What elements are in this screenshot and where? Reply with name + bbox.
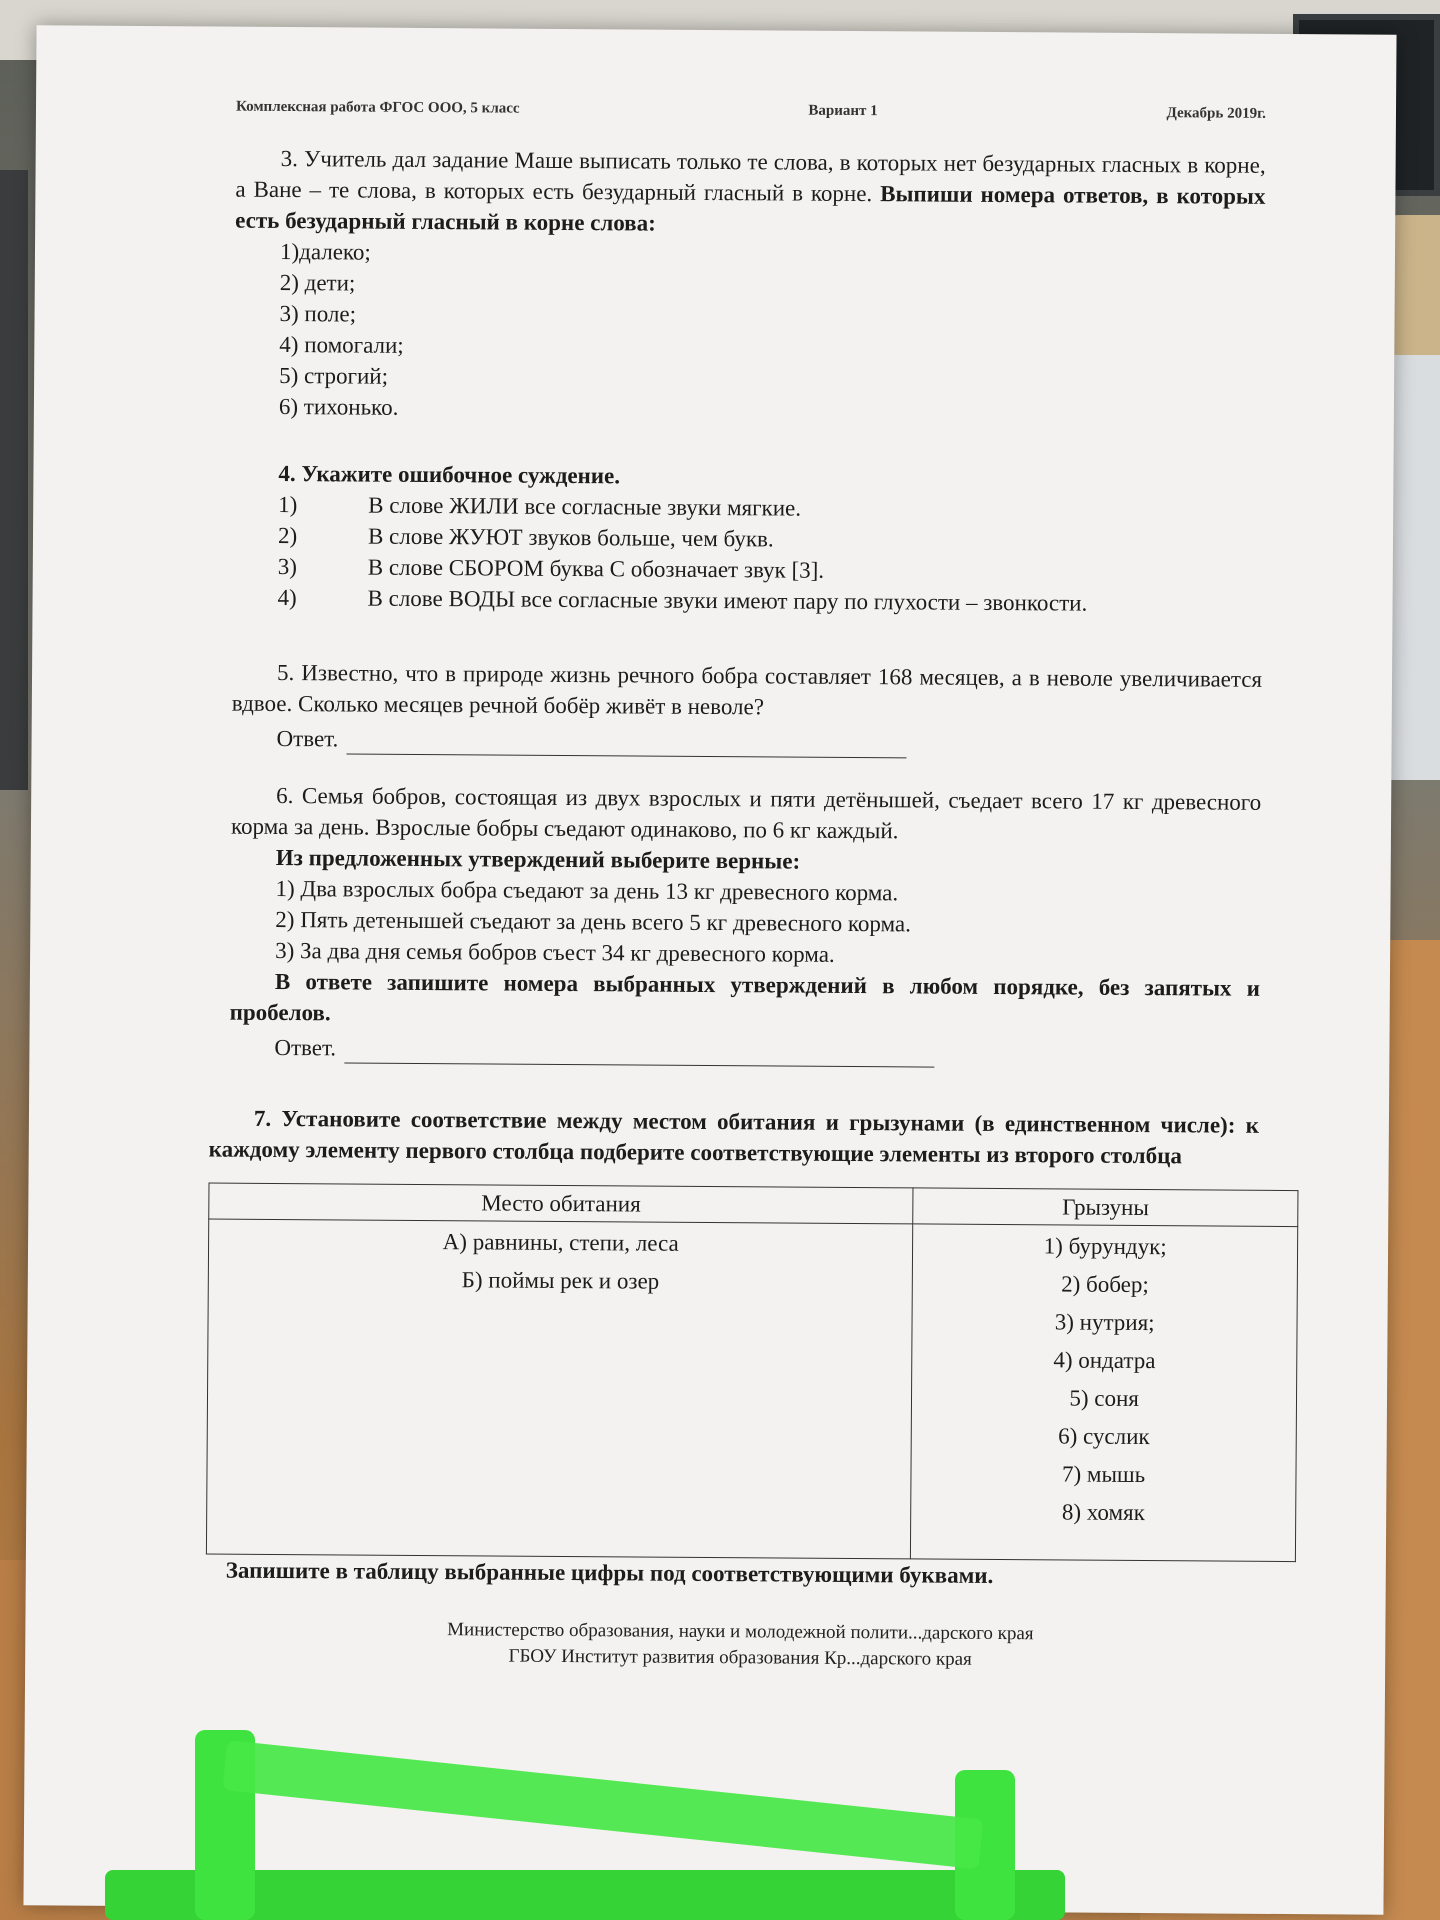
task-5-answer <box>231 723 1261 761</box>
task-3-options <box>234 236 1265 429</box>
task-3-option: 2) дети; <box>279 269 356 296</box>
task-6-options <box>230 873 1261 973</box>
task-4-option-num: 3) <box>277 553 298 580</box>
header-right: Декабрь 2019г. <box>1166 105 1267 122</box>
task-7-text: 7. Установите соответствие между местом обитания и грызунами (в единственном числе): к каждому элементу первого столбца подберите соответствующие элементы из второго столбца <box>208 1105 1260 1169</box>
task-6-answer-label: Ответ. <box>274 1034 337 1061</box>
rodents-column <box>911 1224 1298 1562</box>
table-header-rodents: Грызуны <box>913 1188 1298 1227</box>
rodent-item: 3) нутрия; <box>1054 1309 1155 1336</box>
page-footer <box>225 1616 1255 1675</box>
task-5-answer-label: Ответ. <box>276 725 339 752</box>
task-3-option: 1)далеко; <box>279 238 371 265</box>
task-6-option: 3) За два дня семья бобров съест 34 кг древесного корма. <box>275 937 835 967</box>
footer-line-2: ГБОУ Институт развития образования Кр...дарского края <box>508 1645 972 1670</box>
task-4 <box>232 458 1263 620</box>
rodent-item: 5) соня <box>1069 1385 1140 1412</box>
task-5-text: 5. Известно, что в природе жизнь речного бобра составляет 168 месяцев, а в неволе увеличивается вдвое. Сколько месяцев речной бобёр живёт в неволе? <box>231 659 1263 720</box>
task-5 <box>231 657 1262 761</box>
table-row <box>206 1219 1297 1562</box>
task-3-option: 4) помогали; <box>279 331 404 358</box>
table-header-habitat: Место обитания <box>209 1183 914 1224</box>
habitat-column <box>206 1219 913 1559</box>
task-4-title: 4. Укажите ошибочное суждение. <box>278 460 621 489</box>
task-3-text: 3. Учитель дал задание Маше выписать только те слова, в которых нет безударных гласных в корне, а Ване – те слова, в которых есть безударный гласный в корне. <box>235 145 1266 207</box>
task-6 <box>229 780 1261 1070</box>
header-center: Вариант 1 <box>808 102 878 120</box>
task-7-instruction: Запишите в таблицу выбранные цифры под соответствующими буквами. <box>225 1557 994 1588</box>
task-4-option-num: 2) <box>277 522 298 549</box>
rodent-item: 7) мышь <box>1061 1461 1146 1488</box>
task-3-option: 6) тихонько. <box>278 393 399 420</box>
habitat-item: А) равнины, степи, леса <box>442 1229 679 1256</box>
rodent-item: 4) ондатра <box>1053 1347 1156 1374</box>
task-6-text: 6. Семья бобров, состоящая из двух взрослых и пяти детёнышей, съедает всего 17 кг древесного корма за день. Взрослые бобры съедают одинаково, по 6 кг каждый. <box>230 782 1262 844</box>
header-left: Комплексная работа ФГОС ООО, 5 класс <box>235 98 520 117</box>
task-5-answer-field[interactable] <box>346 731 906 758</box>
task-4-option-num: 4) <box>277 584 297 611</box>
paper-sheet <box>23 25 1396 1914</box>
task-4-option-text: В слове ЖУЮТ звуков больше, чем букв. <box>367 523 774 552</box>
task-6-option: 2) Пять детенышей съедают за день всего 5 кг древесного корма. <box>275 906 912 937</box>
rodent-item: 2) бобер; <box>1061 1271 1149 1298</box>
rodent-item: 8) хомяк <box>1061 1499 1145 1526</box>
task-3-option: 5) строгий; <box>279 362 389 389</box>
task-7 <box>208 1103 1260 1593</box>
task-4-option-text: В слове ВОДЫ все согласные звуки имеют пару по глухости – звонкости. <box>367 585 1088 616</box>
page-header <box>236 92 1266 130</box>
task-6-option: 1) Два взрослых бобра съедают за день 13 кг древесного корма. <box>275 875 899 906</box>
task-4-option <box>277 582 1262 620</box>
task-3 <box>234 143 1266 429</box>
rodent-item: 6) суслик <box>1058 1423 1150 1450</box>
rodent-item: 1) бурундук; <box>1043 1233 1167 1260</box>
task-6-instruction: В ответе запишите номера выбранных утверждений в любом порядке, без запятых и пробелов. <box>229 968 1260 1026</box>
task-6-answer-field[interactable] <box>344 1040 934 1067</box>
background-person-left <box>0 170 28 790</box>
task-3-instruction: Выпиши номера ответов, в которых есть безударный гласный в корне слова: <box>235 181 1266 236</box>
green-paper-stand <box>195 1730 1015 1920</box>
stand-diagonal <box>222 1740 983 1869</box>
matching-table <box>206 1183 1299 1563</box>
task-4-option-num: 1) <box>278 491 298 518</box>
footer-line-1: Министерство образования, науки и молодежной полити...дарского края <box>447 1619 1034 1645</box>
habitat-item: Б) поймы рек и озер <box>461 1267 660 1294</box>
task-6-answer <box>229 1032 1259 1070</box>
task-4-option-text: В слове ЖИЛИ все согласные звуки мягкие. <box>368 492 802 521</box>
task-6-prompt: Из предложенных утверждений выберите верные: <box>275 844 801 874</box>
task-3-option: 3) поле; <box>279 300 357 327</box>
task-4-options <box>232 489 1263 620</box>
document-content <box>208 92 1267 1675</box>
task-4-option-text: В слове СБОРОМ буква С обозначает звук [3]. <box>367 554 825 583</box>
